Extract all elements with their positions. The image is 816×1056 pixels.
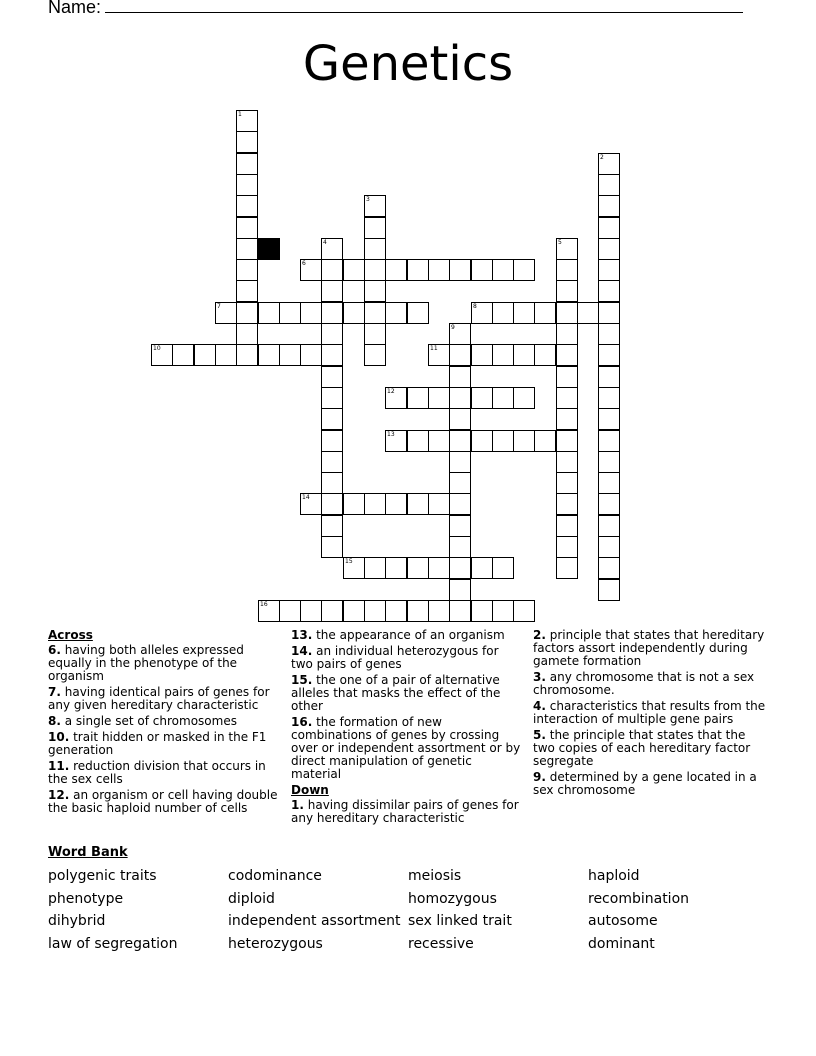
grid-cell[interactable]: [321, 259, 343, 281]
grid-cell[interactable]: [385, 302, 407, 324]
word-bank-item: law of segregation: [48, 936, 178, 952]
word-bank-item: phenotype: [48, 891, 124, 907]
grid-cell[interactable]: [215, 302, 237, 324]
grid-cell[interactable]: [534, 302, 556, 324]
grid-cell[interactable]: [598, 387, 620, 409]
grid-cell[interactable]: [385, 387, 407, 409]
grid-cell[interactable]: [236, 131, 258, 153]
grid-cell[interactable]: [513, 430, 535, 452]
word-bank-item: autosome: [588, 913, 658, 929]
grid-cell[interactable]: [449, 366, 471, 388]
grid-cell[interactable]: [300, 493, 322, 515]
grid-cell[interactable]: [471, 600, 493, 622]
clue-across-10: 10. trait hidden or masked in the F1 generation: [48, 730, 267, 757]
grid-cell[interactable]: [172, 344, 194, 366]
grid-cell[interactable]: [449, 259, 471, 281]
grid-cell[interactable]: [364, 344, 386, 366]
grid-cell[interactable]: [449, 515, 471, 537]
grid-cell[interactable]: [428, 259, 450, 281]
grid-cell[interactable]: [236, 259, 258, 281]
grid-cell[interactable]: [492, 387, 514, 409]
grid-cell[interactable]: [428, 430, 450, 452]
grid-cell[interactable]: [449, 408, 471, 430]
grid-cell[interactable]: [343, 302, 365, 324]
grid-cell[interactable]: [236, 344, 258, 366]
clue-number: 7: [217, 303, 221, 310]
grid-cell[interactable]: [598, 174, 620, 196]
grid-cell[interactable]: [598, 557, 620, 579]
grid-cell[interactable]: [471, 259, 493, 281]
word-bank-item: homozygous: [408, 891, 497, 907]
grid-cell[interactable]: [598, 579, 620, 601]
grid-cell[interactable]: [513, 259, 535, 281]
grid-cell[interactable]: [556, 302, 578, 324]
grid-cell[interactable]: [321, 536, 343, 558]
grid-cell[interactable]: [598, 238, 620, 260]
word-bank-item: meiosis: [408, 868, 462, 884]
grid-cell[interactable]: [471, 387, 493, 409]
grid-cell[interactable]: [300, 344, 322, 366]
grid-cell[interactable]: [321, 323, 343, 345]
grid-cell[interactable]: [556, 259, 578, 281]
grid-cell[interactable]: [236, 238, 258, 260]
grid-cell[interactable]: [598, 259, 620, 281]
clue-across-15: 15. the one of a pair of alternative alleles that masks the effect of the other: [291, 673, 501, 713]
grid-cell[interactable]: [300, 600, 322, 622]
blocked-cell: [258, 238, 280, 260]
grid-cell[interactable]: [534, 430, 556, 452]
grid-cell[interactable]: [449, 557, 471, 579]
grid-cell[interactable]: [492, 344, 514, 366]
clue-number: 15: [345, 558, 353, 565]
grid-cell[interactable]: [343, 557, 365, 579]
word-bank-item: independent assortment: [228, 913, 401, 929]
grid-cell[interactable]: [449, 387, 471, 409]
grid-cell[interactable]: [300, 302, 322, 324]
grid-cell[interactable]: [258, 344, 280, 366]
grid-cell[interactable]: [385, 493, 407, 515]
across-heading: Across: [48, 628, 93, 642]
grid-cell[interactable]: [321, 280, 343, 302]
grid-cell[interactable]: [321, 302, 343, 324]
grid-cell[interactable]: [556, 366, 578, 388]
grid-cell[interactable]: [236, 302, 258, 324]
grid-cell[interactable]: [449, 344, 471, 366]
clue-number: 3: [366, 196, 370, 203]
clue-number: 10: [153, 345, 161, 352]
grid-cell[interactable]: [598, 153, 620, 175]
word-bank-item: diploid: [228, 891, 275, 907]
name-label: Name:: [48, 0, 102, 17]
grid-cell[interactable]: [428, 387, 450, 409]
grid-cell[interactable]: [449, 472, 471, 494]
down-heading: Down: [291, 783, 329, 797]
grid-cell[interactable]: [598, 217, 620, 239]
word-bank-item: haploid: [588, 868, 640, 884]
grid-cell[interactable]: [449, 493, 471, 515]
grid-cell[interactable]: [598, 515, 620, 537]
grid-cell[interactable]: [407, 387, 429, 409]
clue-down-4: 4. characteristics that results from the interaction of multiple gene pairs: [533, 699, 766, 726]
clue-down-5: 5. the principle that states that the two copies of each hereditary factor segregate: [533, 728, 751, 768]
grid-cell[interactable]: [279, 344, 301, 366]
grid-cell[interactable]: [321, 451, 343, 473]
grid-cell[interactable]: [428, 600, 450, 622]
grid-cell[interactable]: [598, 408, 620, 430]
grid-cell[interactable]: [449, 536, 471, 558]
grid-cell[interactable]: [556, 515, 578, 537]
clue-number: 1: [238, 111, 242, 118]
grid-cell[interactable]: [513, 302, 535, 324]
grid-cell[interactable]: [471, 302, 493, 324]
grid-cell[interactable]: [321, 366, 343, 388]
word-bank-item: recessive: [408, 936, 474, 952]
grid-cell[interactable]: [321, 387, 343, 409]
grid-cell[interactable]: [236, 110, 258, 132]
clue-down-1: 1. having dissimilar pairs of genes for any hereditary characteristic: [291, 798, 519, 825]
grid-cell[interactable]: [513, 600, 535, 622]
grid-cell[interactable]: [513, 387, 535, 409]
grid-cell[interactable]: [428, 557, 450, 579]
grid-cell[interactable]: [492, 430, 514, 452]
grid-cell[interactable]: [236, 323, 258, 345]
grid-cell[interactable]: [492, 302, 514, 324]
grid-cell[interactable]: [556, 238, 578, 260]
grid-cell[interactable]: [321, 472, 343, 494]
grid-cell[interactable]: [258, 302, 280, 324]
clue-down-3: 3. any chromosome that is not a sex chromosome.: [533, 670, 755, 697]
grid-cell[interactable]: [449, 579, 471, 601]
grid-cell[interactable]: [407, 430, 429, 452]
word-bank-title: Word Bank: [48, 845, 128, 860]
grid-cell[interactable]: [321, 238, 343, 260]
grid-cell[interactable]: [279, 302, 301, 324]
grid-cell[interactable]: [364, 217, 386, 239]
grid-cell[interactable]: [385, 259, 407, 281]
grid-cell[interactable]: [598, 451, 620, 473]
clue-down-9: 9. determined by a gene located in a sex chromosome: [533, 770, 757, 797]
grid-cell[interactable]: [556, 387, 578, 409]
grid-cell[interactable]: [598, 323, 620, 345]
grid-cell[interactable]: [428, 493, 450, 515]
grid-cell[interactable]: [151, 344, 173, 366]
grid-cell[interactable]: [598, 366, 620, 388]
grid-cell[interactable]: [407, 259, 429, 281]
word-bank-item: codominance: [228, 868, 322, 884]
clue-down-2: 2. principle that states that hereditary factors assort independently during gamete formation: [533, 628, 765, 668]
grid-cell[interactable]: [598, 344, 620, 366]
grid-cell[interactable]: [449, 451, 471, 473]
grid-cell[interactable]: [449, 323, 471, 345]
grid-cell[interactable]: [598, 430, 620, 452]
grid-cell[interactable]: [321, 430, 343, 452]
grid-cell[interactable]: [321, 344, 343, 366]
grid-cell[interactable]: [556, 472, 578, 494]
grid-cell[interactable]: [556, 557, 578, 579]
grid-cell[interactable]: [321, 515, 343, 537]
puzzle-title: Genetics: [302, 36, 514, 92]
grid-cell[interactable]: [407, 302, 429, 324]
clue-number: 16: [260, 601, 268, 608]
grid-cell[interactable]: [343, 259, 365, 281]
grid-cell[interactable]: [364, 557, 386, 579]
grid-cell[interactable]: [279, 600, 301, 622]
grid-cell[interactable]: [407, 600, 429, 622]
grid-cell[interactable]: [556, 280, 578, 302]
clue-across-11: 11. reduction division that occurs in the sex cells: [48, 759, 266, 786]
clue-number: 8: [473, 303, 477, 310]
grid-cell[interactable]: [471, 344, 493, 366]
grid-cell[interactable]: [364, 302, 386, 324]
word-bank-item: polygenic traits: [48, 868, 157, 884]
grid-cell[interactable]: [236, 280, 258, 302]
grid-cell[interactable]: [321, 493, 343, 515]
grid-cell[interactable]: [598, 493, 620, 515]
grid-cell[interactable]: [598, 302, 620, 324]
grid-cell[interactable]: [471, 430, 493, 452]
grid-cell[interactable]: [492, 259, 514, 281]
grid-cell[interactable]: [194, 344, 216, 366]
grid-cell[interactable]: [364, 600, 386, 622]
grid-cell[interactable]: [492, 557, 514, 579]
clue-across-14: 14. an individual heterozygous for two pairs of genes: [291, 644, 499, 671]
clue-number: 14: [302, 494, 310, 501]
grid-cell[interactable]: [385, 600, 407, 622]
grid-cell[interactable]: [236, 195, 258, 217]
grid-cell[interactable]: [321, 408, 343, 430]
grid-cell[interactable]: [215, 344, 237, 366]
word-bank-item: dihybrid: [48, 913, 106, 929]
grid-cell[interactable]: [300, 259, 322, 281]
grid-cell[interactable]: [598, 536, 620, 558]
grid-cell[interactable]: [364, 195, 386, 217]
grid-cell[interactable]: [577, 302, 599, 324]
clue-across-12: 12. an organism or cell having double the basic haploid number of cells: [48, 788, 278, 815]
grid-cell[interactable]: [556, 493, 578, 515]
grid-cell[interactable]: [364, 238, 386, 260]
clue-number: 5: [558, 239, 562, 246]
grid-cell[interactable]: [407, 557, 429, 579]
grid-cell[interactable]: [598, 472, 620, 494]
grid-cell[interactable]: [556, 323, 578, 345]
grid-cell[interactable]: [364, 323, 386, 345]
grid-cell[interactable]: [343, 600, 365, 622]
clue-across-16: 16. the formation of new combinations of genes by crossing over or independent assortment or by direct manipulation of genetic material: [291, 715, 521, 781]
grid-cell[interactable]: [449, 600, 471, 622]
clue-across-13: 13. the appearance of an organism: [291, 628, 505, 642]
clues-section: [0, 629, 816, 839]
clue-column-1: [48, 629, 283, 818]
grid-cell[interactable]: [449, 430, 471, 452]
grid-cell[interactable]: [598, 280, 620, 302]
grid-cell[interactable]: [598, 195, 620, 217]
word-bank-item: sex linked trait: [408, 913, 512, 929]
clue-across-8: 8. a single set of chromosomes: [48, 714, 237, 728]
grid-cell[interactable]: [364, 280, 386, 302]
grid-cell[interactable]: [343, 493, 365, 515]
clue-number: 4: [323, 239, 327, 246]
word-bank-item: recombination: [588, 891, 690, 907]
grid-cell[interactable]: [236, 153, 258, 175]
grid-cell[interactable]: [364, 493, 386, 515]
grid-cell[interactable]: [556, 451, 578, 473]
word-bank-item: dominant: [588, 936, 655, 952]
grid-cell[interactable]: [534, 344, 556, 366]
grid-cell[interactable]: [556, 430, 578, 452]
clue-number: 13: [387, 431, 395, 438]
clue-number: 6: [302, 260, 306, 267]
word-bank-item: heterozygous: [228, 936, 323, 952]
clue-column-2: [291, 629, 523, 828]
clue-number: 2: [600, 154, 604, 161]
grid-cell[interactable]: [236, 217, 258, 239]
grid-cell[interactable]: [513, 344, 535, 366]
clue-across-7: 7. having identical pairs of genes for any given hereditary characteristic: [48, 685, 270, 712]
grid-cell[interactable]: [236, 174, 258, 196]
grid-cell[interactable]: [385, 557, 407, 579]
grid-cell[interactable]: [428, 344, 450, 366]
grid-cell[interactable]: [556, 344, 578, 366]
clue-number: 12: [387, 388, 395, 395]
grid-cell[interactable]: [556, 536, 578, 558]
clue-column-3: [533, 629, 768, 800]
clue-number: 9: [451, 324, 455, 331]
grid-cell[interactable]: [321, 600, 343, 622]
grid-cell[interactable]: [258, 600, 280, 622]
grid-cell[interactable]: [385, 430, 407, 452]
grid-cell[interactable]: [492, 600, 514, 622]
grid-cell[interactable]: [556, 408, 578, 430]
grid-cell[interactable]: [364, 259, 386, 281]
clue-across-6: 6. having both alleles expressed equally in the phenotype of the organism: [48, 643, 244, 683]
grid-cell[interactable]: [471, 557, 493, 579]
clue-number: 11: [430, 345, 438, 352]
grid-cell[interactable]: [407, 493, 429, 515]
